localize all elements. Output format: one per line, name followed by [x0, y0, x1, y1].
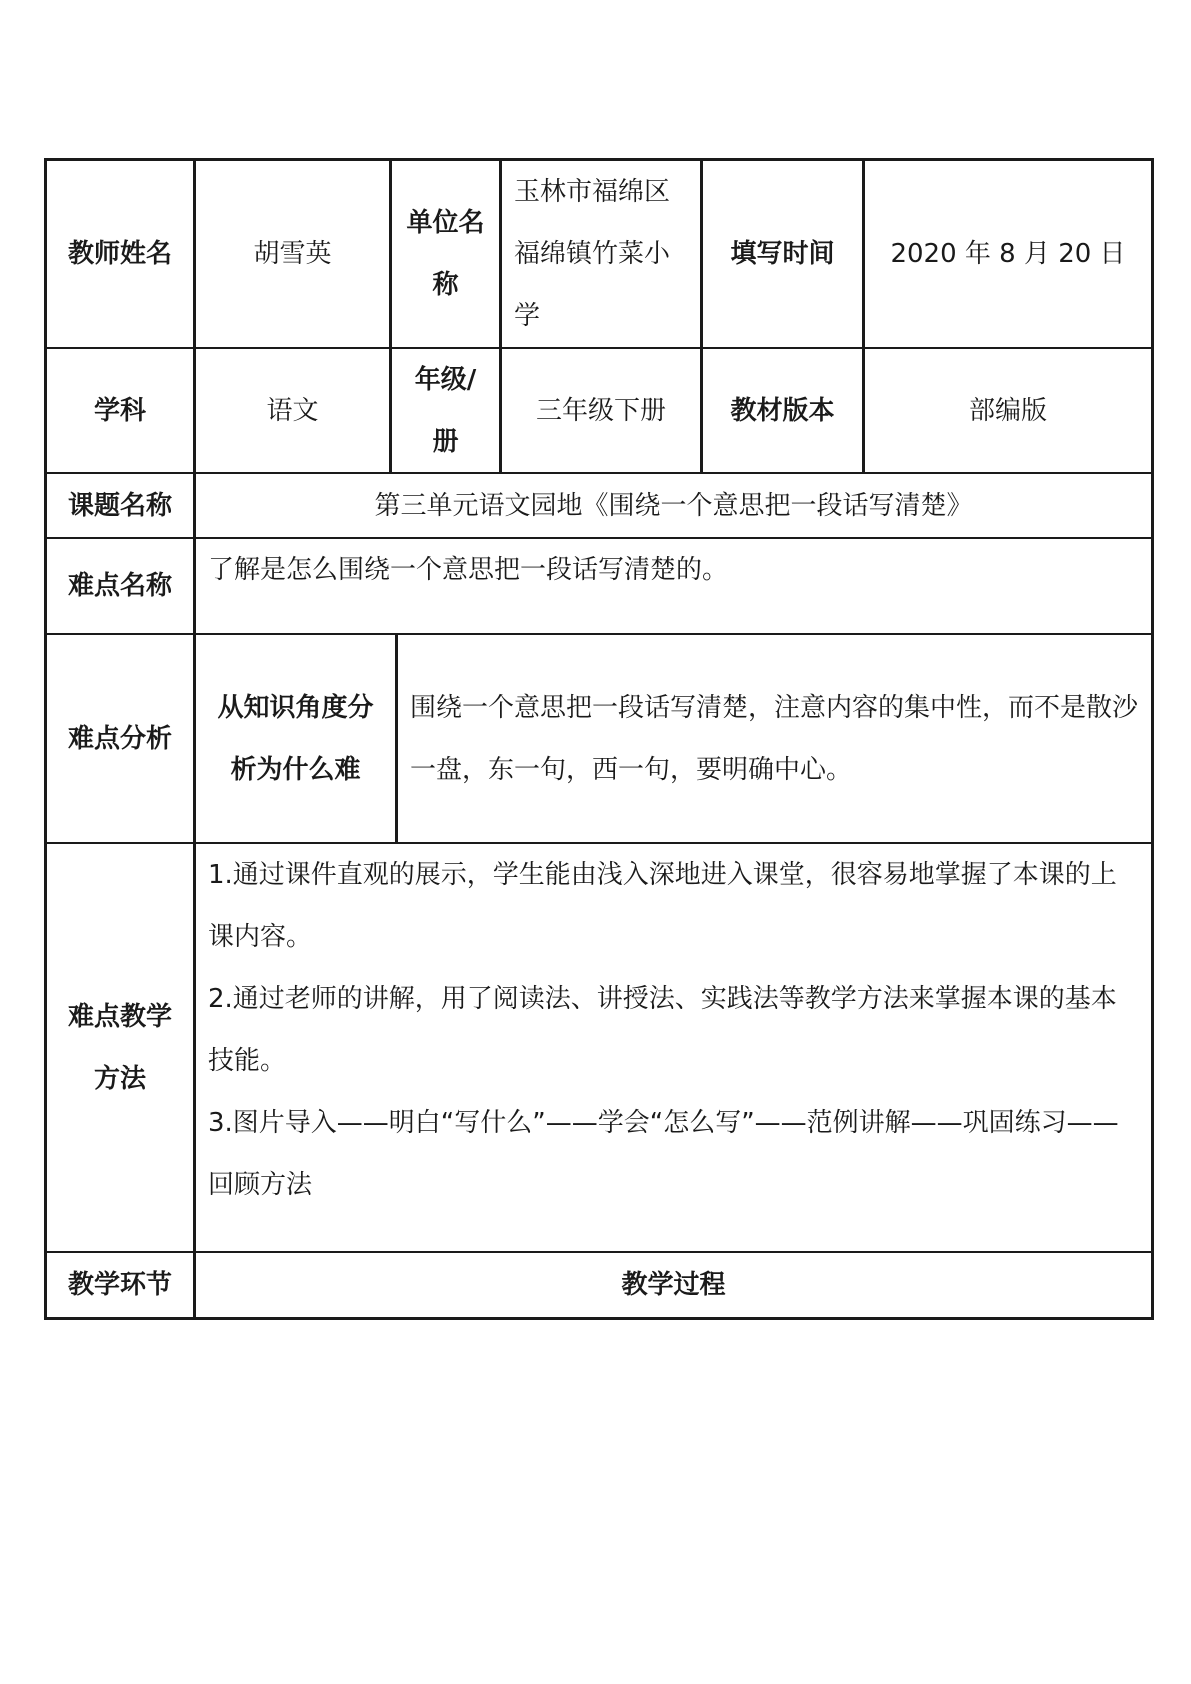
grade-label-text: 年级/册 [414, 364, 477, 457]
teacher-name-label: 教师姓名 [67, 239, 172, 269]
method-item-1: 1.通过课件直观的展示，学生能由浅入深地进入课堂，很容易地掌握了本课的上课内容。 [208, 860, 1117, 952]
analysis-value-text: 围绕一个意思把一段话写清楚，注意内容的集中性，而不是散沙一盘，东一句，西一句，要明确中心。 [410, 692, 1139, 785]
method-label [47, 844, 193, 1251]
grade-label [392, 349, 499, 472]
topic-label: 课题名称 [67, 490, 172, 521]
analysis-label: 难点分析 [67, 723, 172, 754]
fill-date-label: 填写时间 [730, 239, 835, 269]
table-border-right [1151, 158, 1154, 1320]
topic-value: 第三单元语文园地《围绕一个意思把一段话写清楚》 [374, 490, 973, 521]
unit-name-value-text: 玉林市福绵区福绵镇竹菜小学 [514, 177, 671, 331]
difficulty-label: 难点名称 [67, 571, 172, 601]
method-item-2: 2.通过老师的讲解，用了阅读法、讲授法、实践法等教学方法来掌握本课的基本技能。 [208, 984, 1117, 1076]
method-item-3: 3.图片导入——明白“写什么”——学会“怎么写”——范例讲解——巩固练习——回顾方法 [208, 1108, 1119, 1200]
fill-date-value: 2020 年 8 月 20 日 [890, 239, 1126, 269]
method-list [208, 844, 1138, 1216]
edition-label: 教材版本 [730, 395, 835, 426]
teacher-name-value: 胡雪英 [253, 239, 332, 269]
subject-label: 学科 [93, 395, 146, 426]
method-value [196, 844, 1151, 1251]
analysis-value [398, 635, 1151, 842]
lesson-form-table [44, 158, 1154, 1320]
grade-value: 三年级下册 [535, 395, 666, 426]
method-label-text: 难点教学方法 [67, 1001, 172, 1094]
edition-value: 部编版 [968, 395, 1047, 426]
process-label: 教学环节 [67, 1270, 172, 1300]
table-border-bottom [44, 1317, 1154, 1320]
analysis-sub-label-text: 从知识角度分析为什么难 [217, 692, 374, 785]
difficulty-value: 了解是怎么围绕一个意思把一段话写清楚的。 [208, 555, 729, 585]
unit-name-value [502, 161, 700, 347]
subject-value: 语文 [266, 395, 319, 426]
unit-name-label-text: 单位名称 [406, 208, 485, 300]
process-value: 教学过程 [621, 1270, 726, 1300]
analysis-sub-label [196, 635, 395, 842]
unit-name-label [392, 161, 499, 347]
